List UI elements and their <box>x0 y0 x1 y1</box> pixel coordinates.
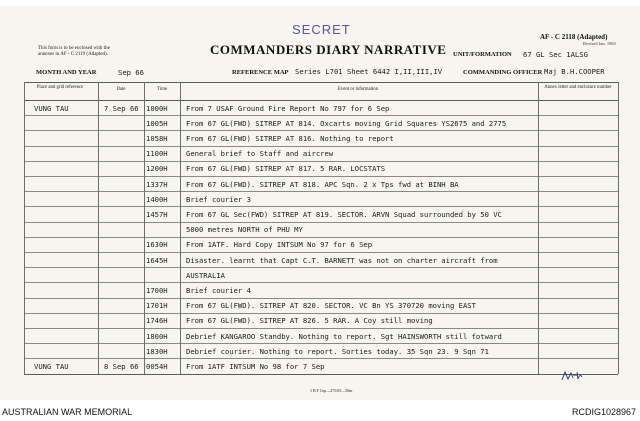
rule-line <box>24 146 618 147</box>
rule-line <box>24 222 618 223</box>
cell-event: From 67 GL(FWD). SITREP AT 818. APC Sqn. 2 x Tps fwd at BINH BA <box>186 179 459 189</box>
col-header-annex: Annex letter and enclosure number <box>544 85 612 90</box>
rule-line <box>24 374 618 375</box>
page-title: COMMANDERS DIARY NARRATIVE <box>210 42 447 57</box>
cell-date: 7 Sep 66 <box>104 103 139 113</box>
rule-line <box>24 313 618 314</box>
cell-event: From 67 GL(FWD) SITREP AT 817. 5 RAR. LOCSTATS <box>186 164 386 174</box>
column-rule <box>98 82 99 374</box>
form-code: AF - C 2118 (Adapted) <box>540 33 608 41</box>
enclosure-note-line1: This form is to be enclosed with the <box>38 46 110 51</box>
month-label: MONTH AND YEAR <box>36 69 97 76</box>
rule-line <box>24 267 618 268</box>
revised-note: Revised Jan. 1965 <box>583 41 616 46</box>
rule-line <box>24 191 618 192</box>
month-value: Sep 66 <box>118 68 144 77</box>
cell-event: Debrief courier. Nothing to report. Sorties today. 35 Sqn 23. 9 Sqn 71 <box>186 346 489 356</box>
cell-time: 1400H <box>146 194 168 204</box>
cell-time: 1457H <box>146 209 168 219</box>
col-header-place: Place and grid reference <box>36 85 84 90</box>
rule-line <box>24 298 618 299</box>
diary-sheet <box>0 6 640 400</box>
cell-event: From 67 GL(FWD). SITREP AT 820. SECTOR. VC Bn YS 370720 moving EAST <box>186 301 476 311</box>
cell-event: From 1ATF. Hard Copy INTSUM No 97 for 6 Sep <box>186 240 373 250</box>
refmap-label: REFERENCE MAP <box>232 69 289 76</box>
unit-label: UNIT/FORMATION <box>453 51 512 58</box>
cell-event: From 67 GL Sec(FWD) SITREP AT 819. SECTOR. ARVN Squad surrounded by 50 VC <box>186 209 502 219</box>
co-label: COMMANDING OFFICER <box>463 69 543 76</box>
rule-line <box>24 343 618 344</box>
refmap-value: Series L701 Sheet 6442 I,II,III,IV <box>295 67 443 76</box>
col-header-event: Event or information <box>337 87 379 92</box>
classification-stamp: SECRET <box>292 22 351 37</box>
cell-event: Brief courier 4 <box>186 285 251 295</box>
printer-note: 1 B F Grp—275/65—50m <box>310 388 353 393</box>
enclosure-note-line2: annexes in AF - C 2119 (Adapted). <box>38 52 108 57</box>
cell-time: 1337H <box>146 179 168 189</box>
cell-time: 1200H <box>146 164 168 174</box>
col-header-date: Date <box>116 87 126 92</box>
cell-event: From 67 GL(FWD). SITREP AT 826. 5 RAR. A Coy still moving <box>186 316 433 326</box>
rule-line <box>24 82 618 83</box>
col-header-time: Time <box>157 87 167 92</box>
cell-time: 1005H <box>146 118 168 128</box>
cell-place: VUNG TAU <box>34 361 69 371</box>
cell-event: From 7 USAF Ground Fire Report No 797 for 6 Sep <box>186 103 390 113</box>
column-rule <box>618 82 619 374</box>
cell-event: From 67 GL(FWD) SITREP AT 814. Oxcarts moving Grid Squares YS2675 and 2775 <box>186 118 507 128</box>
column-rule <box>144 82 145 374</box>
rule-line <box>24 130 618 131</box>
rule-line <box>24 237 618 238</box>
cell-event: Disaster. learnt that Capt C.T. BARNETT was not on charter aircraft from <box>186 255 498 265</box>
footer-source: AUSTRALIAN WAR MEMORIAL <box>2 407 133 417</box>
cell-time: 1830H <box>146 346 168 356</box>
rule-line <box>24 176 618 177</box>
cell-time: 1000H <box>146 103 168 113</box>
cell-event: 5000 metres NORTH of PHU MY <box>186 225 303 235</box>
cell-event: AUSTRALIA <box>186 270 225 280</box>
initials-signature-icon <box>560 369 584 383</box>
cell-time: 1800H <box>146 331 168 341</box>
rule-line <box>24 252 618 253</box>
cell-time: 1746H <box>146 316 168 326</box>
cell-event: General brief to Staff and aircrew <box>186 149 334 159</box>
cell-time: 0054H <box>146 361 168 371</box>
column-rule <box>24 82 25 374</box>
cell-time: 1645H <box>146 255 168 265</box>
cell-event: From 67 GL(FWD) SITREP AT 816. Nothing to report <box>186 133 394 143</box>
cell-time: 1100H <box>146 149 168 159</box>
rule-line <box>24 100 618 101</box>
rule-line <box>24 328 618 329</box>
cell-time: 1058H <box>146 133 168 143</box>
rule-line <box>24 282 618 283</box>
cell-event: From 1ATF INTSUM No 98 for 7 Sep <box>186 361 325 371</box>
cell-event: Brief courier 3 <box>186 194 251 204</box>
rule-line <box>24 358 618 359</box>
column-rule <box>538 82 539 374</box>
cell-time: 1630H <box>146 240 168 250</box>
rule-line <box>24 161 618 162</box>
cell-date: 8 Sep 66 <box>104 361 139 371</box>
cell-event: Debrief KANGAROO Standby. Nothing to report. Sgt HAINSWORTH still fotward <box>186 331 502 341</box>
rule-line <box>24 115 618 116</box>
rule-line <box>24 206 618 207</box>
co-value: Maj B.H.COOPER <box>544 67 605 76</box>
column-rule <box>180 82 181 374</box>
footer-identifier: RCDIG1028967 <box>571 407 636 417</box>
cell-place: VUNG TAU <box>34 103 69 113</box>
unit-value: 67 GL Sec 1ALSG <box>523 50 588 59</box>
cell-time: 1701H <box>146 301 168 311</box>
cell-time: 1700H <box>146 285 168 295</box>
